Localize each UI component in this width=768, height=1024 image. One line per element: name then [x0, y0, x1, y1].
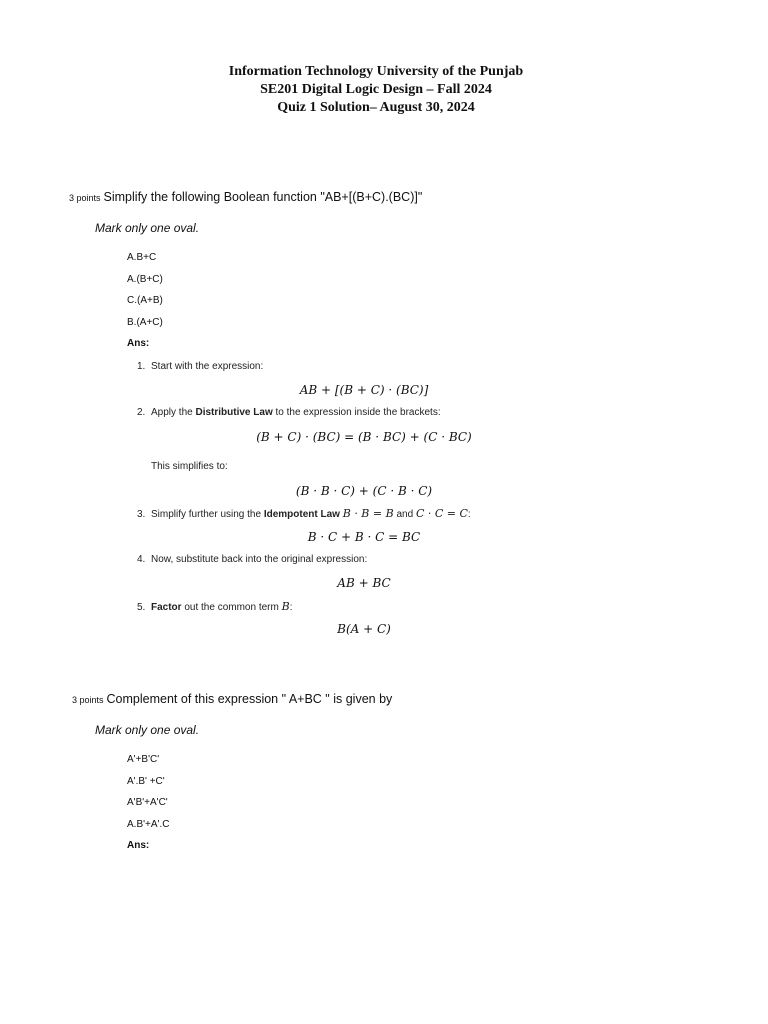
- question-2-instruction: Mark only one oval.: [95, 723, 200, 737]
- question-2-option-3[interactable]: A'B'+A'C': [127, 797, 168, 808]
- step-5-equation: B(A + C): [337, 622, 391, 636]
- step-4-text: Now, substitute back into the original expression:: [151, 554, 368, 565]
- solution-step-3: [137, 507, 471, 520]
- step-3-inline-math-1: B · B = B: [342, 507, 394, 520]
- step-5-inline-math: B: [281, 600, 290, 613]
- question-2-title: [72, 692, 392, 706]
- question-2-option-4[interactable]: A.B'+A'.C: [127, 819, 170, 830]
- solution-step-2: [137, 407, 441, 418]
- question-2-option-1[interactable]: A'+B'C': [127, 754, 160, 765]
- question-1-option-2[interactable]: A.(B+C): [127, 274, 163, 285]
- solution-step-1: [137, 361, 263, 372]
- step-5-bold: Factor: [151, 602, 182, 613]
- question-2-points: 3 points: [72, 695, 104, 705]
- step-1-number: 1.: [137, 361, 146, 372]
- step-1-text: Start with the expression:: [151, 361, 264, 372]
- question-2-text: Complement of this expression " A+BC " is given by: [106, 692, 393, 706]
- step-3-law: Idempotent Law: [263, 509, 340, 520]
- step-5-number: 5.: [137, 602, 146, 613]
- step-2-post: to the expression inside the brackets:: [272, 407, 441, 418]
- question-1-title: [69, 190, 422, 204]
- question-1-option-1[interactable]: A.B+C: [127, 252, 157, 263]
- university-name: Information Technology University of the Punjab: [228, 64, 524, 79]
- quiz-title: Quiz 1 Solution– August 30, 2024: [277, 100, 475, 115]
- course-title: SE201 Digital Logic Design – Fall 2024: [260, 82, 492, 97]
- question-1-option-3[interactable]: C.(A+B): [127, 295, 163, 306]
- step-3-colon: :: [467, 509, 471, 520]
- step-3-pre: Simplify further using the: [151, 509, 264, 520]
- step-2-number: 2.: [137, 407, 146, 418]
- step-3-inline-math-2: C · C = C: [415, 507, 468, 520]
- question-1-points: 3 points: [69, 193, 101, 203]
- step-2-equation: (B + C) · (BC) = (B · BC) + (C · BC): [256, 430, 472, 444]
- step-4-equation: AB + BC: [337, 576, 391, 590]
- simplifies-equation: (B · B · C) + (C · B · C): [295, 484, 433, 498]
- step-1-equation: AB + [(B + C) · (BC)]: [299, 383, 429, 397]
- step-4-number: 4.: [137, 554, 146, 565]
- step-3-number: 3.: [137, 509, 146, 520]
- question-1-instruction: Mark only one oval.: [95, 221, 200, 235]
- step-2-law: Distributive Law: [195, 407, 273, 418]
- question-2-answer-label: Ans:: [127, 840, 150, 851]
- step-3-equation: B · C + B · C = BC: [307, 530, 421, 544]
- question-1-answer-label: Ans:: [127, 338, 150, 349]
- solution-step-4: [137, 554, 367, 565]
- simplifies-text: This simplifies to:: [151, 461, 228, 472]
- document-header: [0, 63, 752, 117]
- step-5-post: out the common term: [181, 602, 282, 613]
- step-2-pre: Apply the: [151, 407, 196, 418]
- question-1-text: Simplify the following Boolean function "AB+[(B+C).(BC)]": [103, 190, 423, 204]
- step-5-colon: :: [289, 602, 293, 613]
- question-2-option-2[interactable]: A'.B' +C': [127, 776, 165, 787]
- solution-step-5: [137, 600, 292, 613]
- question-1-option-4[interactable]: B.(A+C): [127, 317, 163, 328]
- step-3-and: and: [393, 509, 416, 520]
